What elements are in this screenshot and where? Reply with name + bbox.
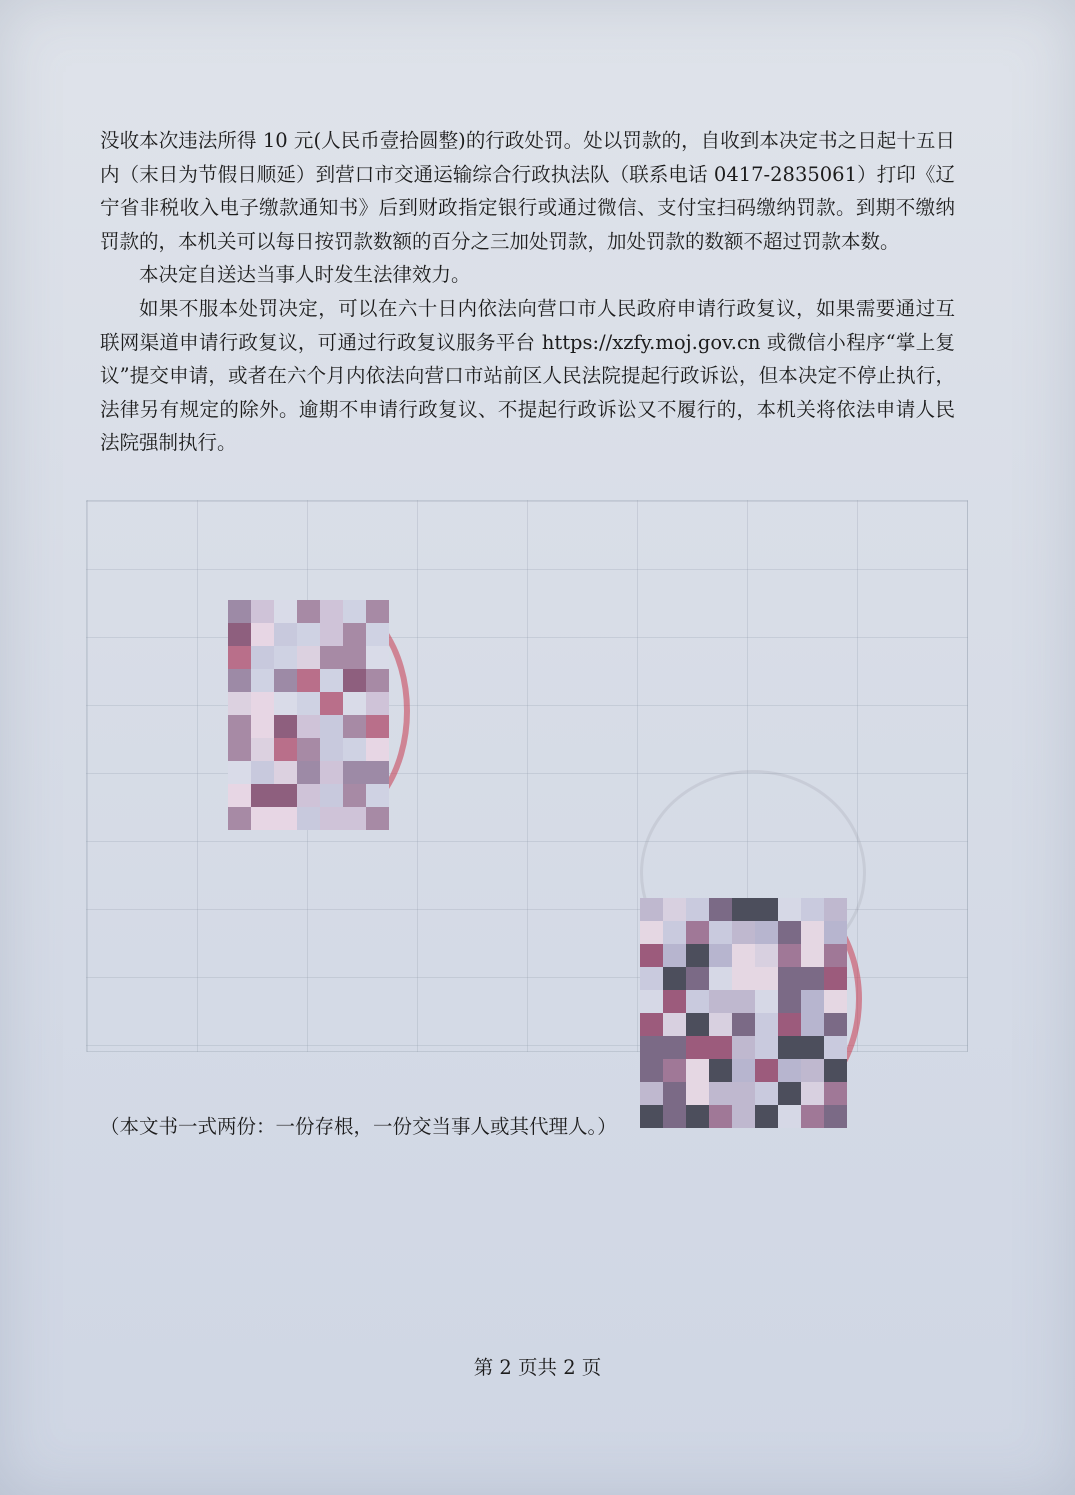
mosaic-block [778, 898, 801, 921]
mosaic-block [755, 1059, 778, 1082]
mosaic-block [366, 669, 389, 692]
mosaic-block [228, 646, 251, 669]
mosaic-block [343, 600, 366, 623]
mosaic-block [801, 1105, 824, 1128]
mosaic-block [251, 738, 274, 761]
mosaic-block [251, 600, 274, 623]
mosaic-block [663, 921, 686, 944]
mosaic-block [663, 1082, 686, 1105]
mosaic-block [732, 944, 755, 967]
mosaic-block [297, 738, 320, 761]
mosaic-block [320, 784, 343, 807]
mosaic-block [640, 1082, 663, 1105]
copies-note: （本文书一式两份：一份存根，一份交当事人或其代理人。） [100, 1115, 617, 1138]
penalty-paragraph: 没收本次违法所得 10 元(人民币壹拾圆整)的行政处罚。处以罚款的，自收到本决定书之日起十五日内（末日为节假日顺延）到营口市交通运输综合行政执法队（联系电话 0417-2835061）打印《辽宁省非税收入电子缴款通知书》后到财政指定银行或通过微信、支付宝扫码缴纳罚款。到期不缴纳罚款的，本机关可以每日按罚款数额的百分之三加处罚款，加处罚款的数额不超过罚款本数。 [100, 129, 955, 253]
mosaic-block [778, 990, 801, 1013]
mosaic-block [320, 646, 343, 669]
mosaic-block [274, 646, 297, 669]
mosaic-block [228, 669, 251, 692]
mosaic-block [732, 1082, 755, 1105]
mosaic-block [297, 669, 320, 692]
mosaic-block [251, 715, 274, 738]
mosaic-block [824, 1059, 847, 1082]
mosaic-block [686, 1082, 709, 1105]
mosaic-block [343, 807, 366, 830]
mosaic-block [640, 921, 663, 944]
mosaic-block [686, 967, 709, 990]
mosaic-block [640, 1036, 663, 1059]
mosaic-block [640, 967, 663, 990]
mosaic-block [251, 623, 274, 646]
mosaic-block [778, 944, 801, 967]
mosaic-block [228, 692, 251, 715]
mosaic-block [251, 761, 274, 784]
mosaic-block [251, 669, 274, 692]
mosaic-block [732, 898, 755, 921]
mosaic-block [320, 623, 343, 646]
mosaic-block [778, 1013, 801, 1036]
mosaic-block [228, 807, 251, 830]
mosaic-block [366, 807, 389, 830]
mosaic-block [824, 1013, 847, 1036]
mosaic-block [755, 1013, 778, 1036]
mosaic-block [778, 1036, 801, 1059]
mosaic-block [297, 715, 320, 738]
mosaic-block [686, 921, 709, 944]
mosaic-block [709, 1059, 732, 1082]
mosaic-block [824, 967, 847, 990]
mosaic-block [755, 967, 778, 990]
mosaic-block [251, 692, 274, 715]
mosaic-block [366, 784, 389, 807]
mosaic-block [228, 600, 251, 623]
mosaic-block [801, 921, 824, 944]
mosaic-block [274, 738, 297, 761]
mosaic-block [663, 1036, 686, 1059]
mosaic-block [297, 807, 320, 830]
mosaic-block [297, 761, 320, 784]
mosaic-block [251, 784, 274, 807]
mosaic-block [343, 692, 366, 715]
mosaic-block [228, 784, 251, 807]
mosaic-block [297, 600, 320, 623]
mosaic-block [686, 990, 709, 1013]
mosaic-block [755, 921, 778, 944]
mosaic-block [274, 784, 297, 807]
mosaic-block [274, 761, 297, 784]
mosaic-block [709, 1082, 732, 1105]
mosaic-block [824, 1105, 847, 1128]
mosaic-block [778, 967, 801, 990]
mosaic-block [228, 738, 251, 761]
mosaic-block [366, 692, 389, 715]
mosaic-block [274, 807, 297, 830]
mosaic-block [343, 761, 366, 784]
mosaic-block [801, 967, 824, 990]
mosaic-block [274, 692, 297, 715]
mosaic-block [297, 623, 320, 646]
mosaic-block [686, 1013, 709, 1036]
mosaic-block [732, 990, 755, 1013]
mosaic-block [755, 898, 778, 921]
mosaic-block [366, 623, 389, 646]
mosaic-block [824, 921, 847, 944]
mosaic-block [801, 1013, 824, 1036]
mosaic-block [228, 761, 251, 784]
mosaic-block [274, 669, 297, 692]
mosaic-block [274, 623, 297, 646]
mosaic-block [709, 898, 732, 921]
mosaic-block [824, 1036, 847, 1059]
decision-text [100, 124, 955, 460]
mosaic-block [343, 784, 366, 807]
mosaic-block [801, 1082, 824, 1105]
mosaic-block [801, 1059, 824, 1082]
mosaic-block [320, 669, 343, 692]
mosaic-block [663, 967, 686, 990]
mosaic-block [366, 600, 389, 623]
mosaic-block [663, 944, 686, 967]
mosaic-block [343, 715, 366, 738]
mosaic-block [663, 1013, 686, 1036]
mosaic-block [366, 738, 389, 761]
mosaic-block [801, 944, 824, 967]
appeal-paragraph: 如果不服本处罚决定，可以在六十日内依法向营口市人民政府申请行政复议，如果需要通过互联网渠道申请行政复议，可通过行政复议服务平台 https://xzfy.moj.gov.cn 或微信小程序“掌上复议”提交申请，或者在六个月内依法向营口市站前区人民法院提起行政诉讼，但本决定不停止执行，法律另有规定的除外。逾期不申请行政复议、不提起行政诉讼又不履行的，本机关将依法申请人民法院强制执行。 [100, 296, 955, 455]
mosaic-block [686, 898, 709, 921]
mosaic-block [297, 646, 320, 669]
mosaic-block [732, 921, 755, 944]
mosaic-block [343, 623, 366, 646]
mosaic-block [709, 1013, 732, 1036]
mosaic-block [801, 990, 824, 1013]
mosaic-block [640, 1013, 663, 1036]
mosaic-block [640, 944, 663, 967]
mosaic-block [320, 807, 343, 830]
mosaic-block [228, 715, 251, 738]
mosaic-block [801, 1036, 824, 1059]
mosaic-block [297, 692, 320, 715]
mosaic-block [663, 990, 686, 1013]
mosaic-block [709, 1036, 732, 1059]
mosaic-block [320, 761, 343, 784]
mosaic-block [709, 944, 732, 967]
mosaic-block [755, 1082, 778, 1105]
page-number: 第 2 页共 2 页 [473, 1356, 602, 1379]
redacted-seal-right [640, 878, 860, 1128]
mosaic-block [320, 715, 343, 738]
mosaic-block [343, 738, 366, 761]
mosaic-block [274, 600, 297, 623]
mosaic-block [824, 1082, 847, 1105]
mosaic-block [366, 715, 389, 738]
mosaic-block [297, 784, 320, 807]
mosaic-block [778, 1082, 801, 1105]
mosaic-block [686, 944, 709, 967]
mosaic-block [663, 898, 686, 921]
mosaic-block [824, 990, 847, 1013]
mosaic-block [320, 692, 343, 715]
mosaic-block [778, 1059, 801, 1082]
mosaic-block [640, 1059, 663, 1082]
mosaic-block [251, 646, 274, 669]
mosaic-block [755, 1036, 778, 1059]
mosaic-block [320, 738, 343, 761]
mosaic-block [778, 921, 801, 944]
mosaic-block [824, 944, 847, 967]
mosaic-block [709, 990, 732, 1013]
mosaic-block [801, 898, 824, 921]
mosaic-block [755, 944, 778, 967]
bleed-through-title [445, 78, 625, 118]
mosaic-block [732, 1036, 755, 1059]
mosaic-block [732, 967, 755, 990]
mosaic-block [824, 898, 847, 921]
mosaic-block [343, 669, 366, 692]
mosaic-block [251, 807, 274, 830]
mosaic-block [366, 646, 389, 669]
mosaic-block [755, 990, 778, 1013]
mosaic-block [228, 623, 251, 646]
mosaic-block [366, 761, 389, 784]
mosaic-block [709, 967, 732, 990]
mosaic-block [663, 1059, 686, 1082]
mosaic-block [640, 990, 663, 1013]
mosaic-block [640, 898, 663, 921]
mosaic-block [686, 1059, 709, 1082]
mosaic-block [343, 646, 366, 669]
mosaic-block [732, 1059, 755, 1082]
mosaic-block [320, 600, 343, 623]
mosaic-block [274, 715, 297, 738]
effect-paragraph: 本决定自送达当事人时发生法律效力。 [139, 263, 471, 287]
mosaic-block [686, 1036, 709, 1059]
mosaic-block [709, 921, 732, 944]
mosaic-block [732, 1013, 755, 1036]
redacted-seal-left [228, 585, 408, 835]
